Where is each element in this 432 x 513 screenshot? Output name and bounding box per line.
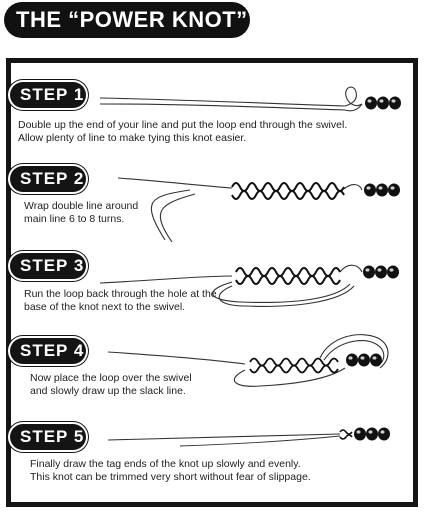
step-5-badge — [10, 424, 86, 450]
step1-illustration — [100, 87, 401, 111]
step-4-label: STEP 4 — [20, 341, 85, 360]
step-3-description — [24, 288, 217, 314]
knot-coil-icon — [236, 268, 340, 284]
swivel-icon — [354, 428, 390, 441]
step-5-description — [30, 458, 311, 484]
step-3-badge — [10, 253, 86, 279]
step-4-line-2: and slowly draw up the slack line. — [30, 385, 186, 397]
swivel-icon — [365, 97, 401, 110]
step2-illustration — [118, 178, 400, 242]
step5-illustration — [108, 428, 390, 447]
step-4-badge — [10, 338, 86, 364]
swivel-icon — [364, 184, 400, 197]
step-4-description — [30, 372, 192, 398]
swivel-icon — [346, 354, 382, 367]
step-2-label: STEP 2 — [20, 169, 85, 188]
step-5-line-2: This knot can be trimmed very short without fear of slippage. — [30, 471, 311, 483]
step-2-badge — [10, 166, 86, 192]
step-1-line-2: Allow plenty of line to make tying this knot easier. — [18, 132, 247, 144]
step-5-line-1: Finally draw the tag ends of the knot up slowly and evenly. — [30, 458, 301, 470]
step-1-badge — [10, 82, 86, 108]
step-2-line-1: Wrap double line around — [24, 200, 139, 212]
step-3-line-1: Run the loop back through the hole at the — [24, 288, 217, 300]
step-2-line-2: main line 6 to 8 turns. — [24, 213, 125, 225]
step-3-label: STEP 3 — [20, 256, 85, 275]
step-1-description — [18, 119, 347, 145]
swivel-icon — [363, 266, 399, 279]
step-4-line-1: Now place the loop over the swivel — [30, 372, 192, 384]
page-title: THE “POWER KNOT” — [16, 7, 248, 32]
step-3-line-2: base of the knot next to the swivel. — [24, 301, 186, 313]
step-1-label: STEP 1 — [20, 85, 85, 104]
knot-coil-icon — [250, 359, 338, 373]
knot-coil-icon — [232, 183, 344, 199]
step-2-description — [24, 200, 138, 226]
step-1-line-1: Double up the end of your line and put the loop end through the swivel. — [18, 119, 348, 131]
step-5-label: STEP 5 — [20, 427, 85, 446]
